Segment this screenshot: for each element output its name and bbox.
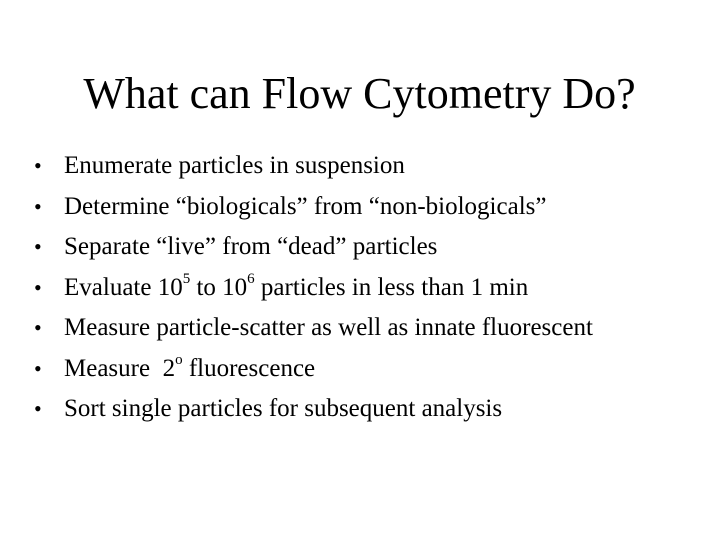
bullet-text-part: fluorescence: [182, 354, 316, 382]
bullet-icon: •: [34, 193, 42, 219]
bullet-text: [64, 268, 528, 308]
bullet-text: Measure particle-scatter as well as innate fluorescent: [64, 314, 593, 341]
bullet-icon: •: [34, 234, 42, 259]
bullet-icon: •: [34, 153, 42, 178]
bullet-text-part: Measure 2: [64, 354, 176, 382]
bullet-icon: •: [34, 396, 42, 421]
bullet-text: Enumerate particles in suspension: [64, 152, 405, 179]
superscript-exponent: 6: [247, 271, 255, 288]
bullet-text-part: to 10: [190, 273, 248, 301]
bullet-icon: •: [34, 315, 42, 340]
bullet-text-part: Evaluate 10: [64, 273, 183, 301]
superscript-degree: o: [175, 352, 183, 369]
bullet-text: Determine “biologicals” from “non-biologicals”: [64, 192, 547, 220]
bullet-text: Separate “live” from “dead” particles: [64, 233, 438, 260]
bullet-icon: •: [34, 274, 42, 300]
bullet-icon: •: [34, 355, 42, 381]
superscript-exponent: 5: [182, 271, 191, 288]
bullet-text-part: particles in less than 1 min: [254, 273, 529, 301]
bullet-text: [64, 349, 315, 389]
bullet-text: Sort single particles for subsequent analysis: [64, 395, 503, 422]
slide-title: What can Flow Cytometry Do?: [83, 69, 636, 118]
